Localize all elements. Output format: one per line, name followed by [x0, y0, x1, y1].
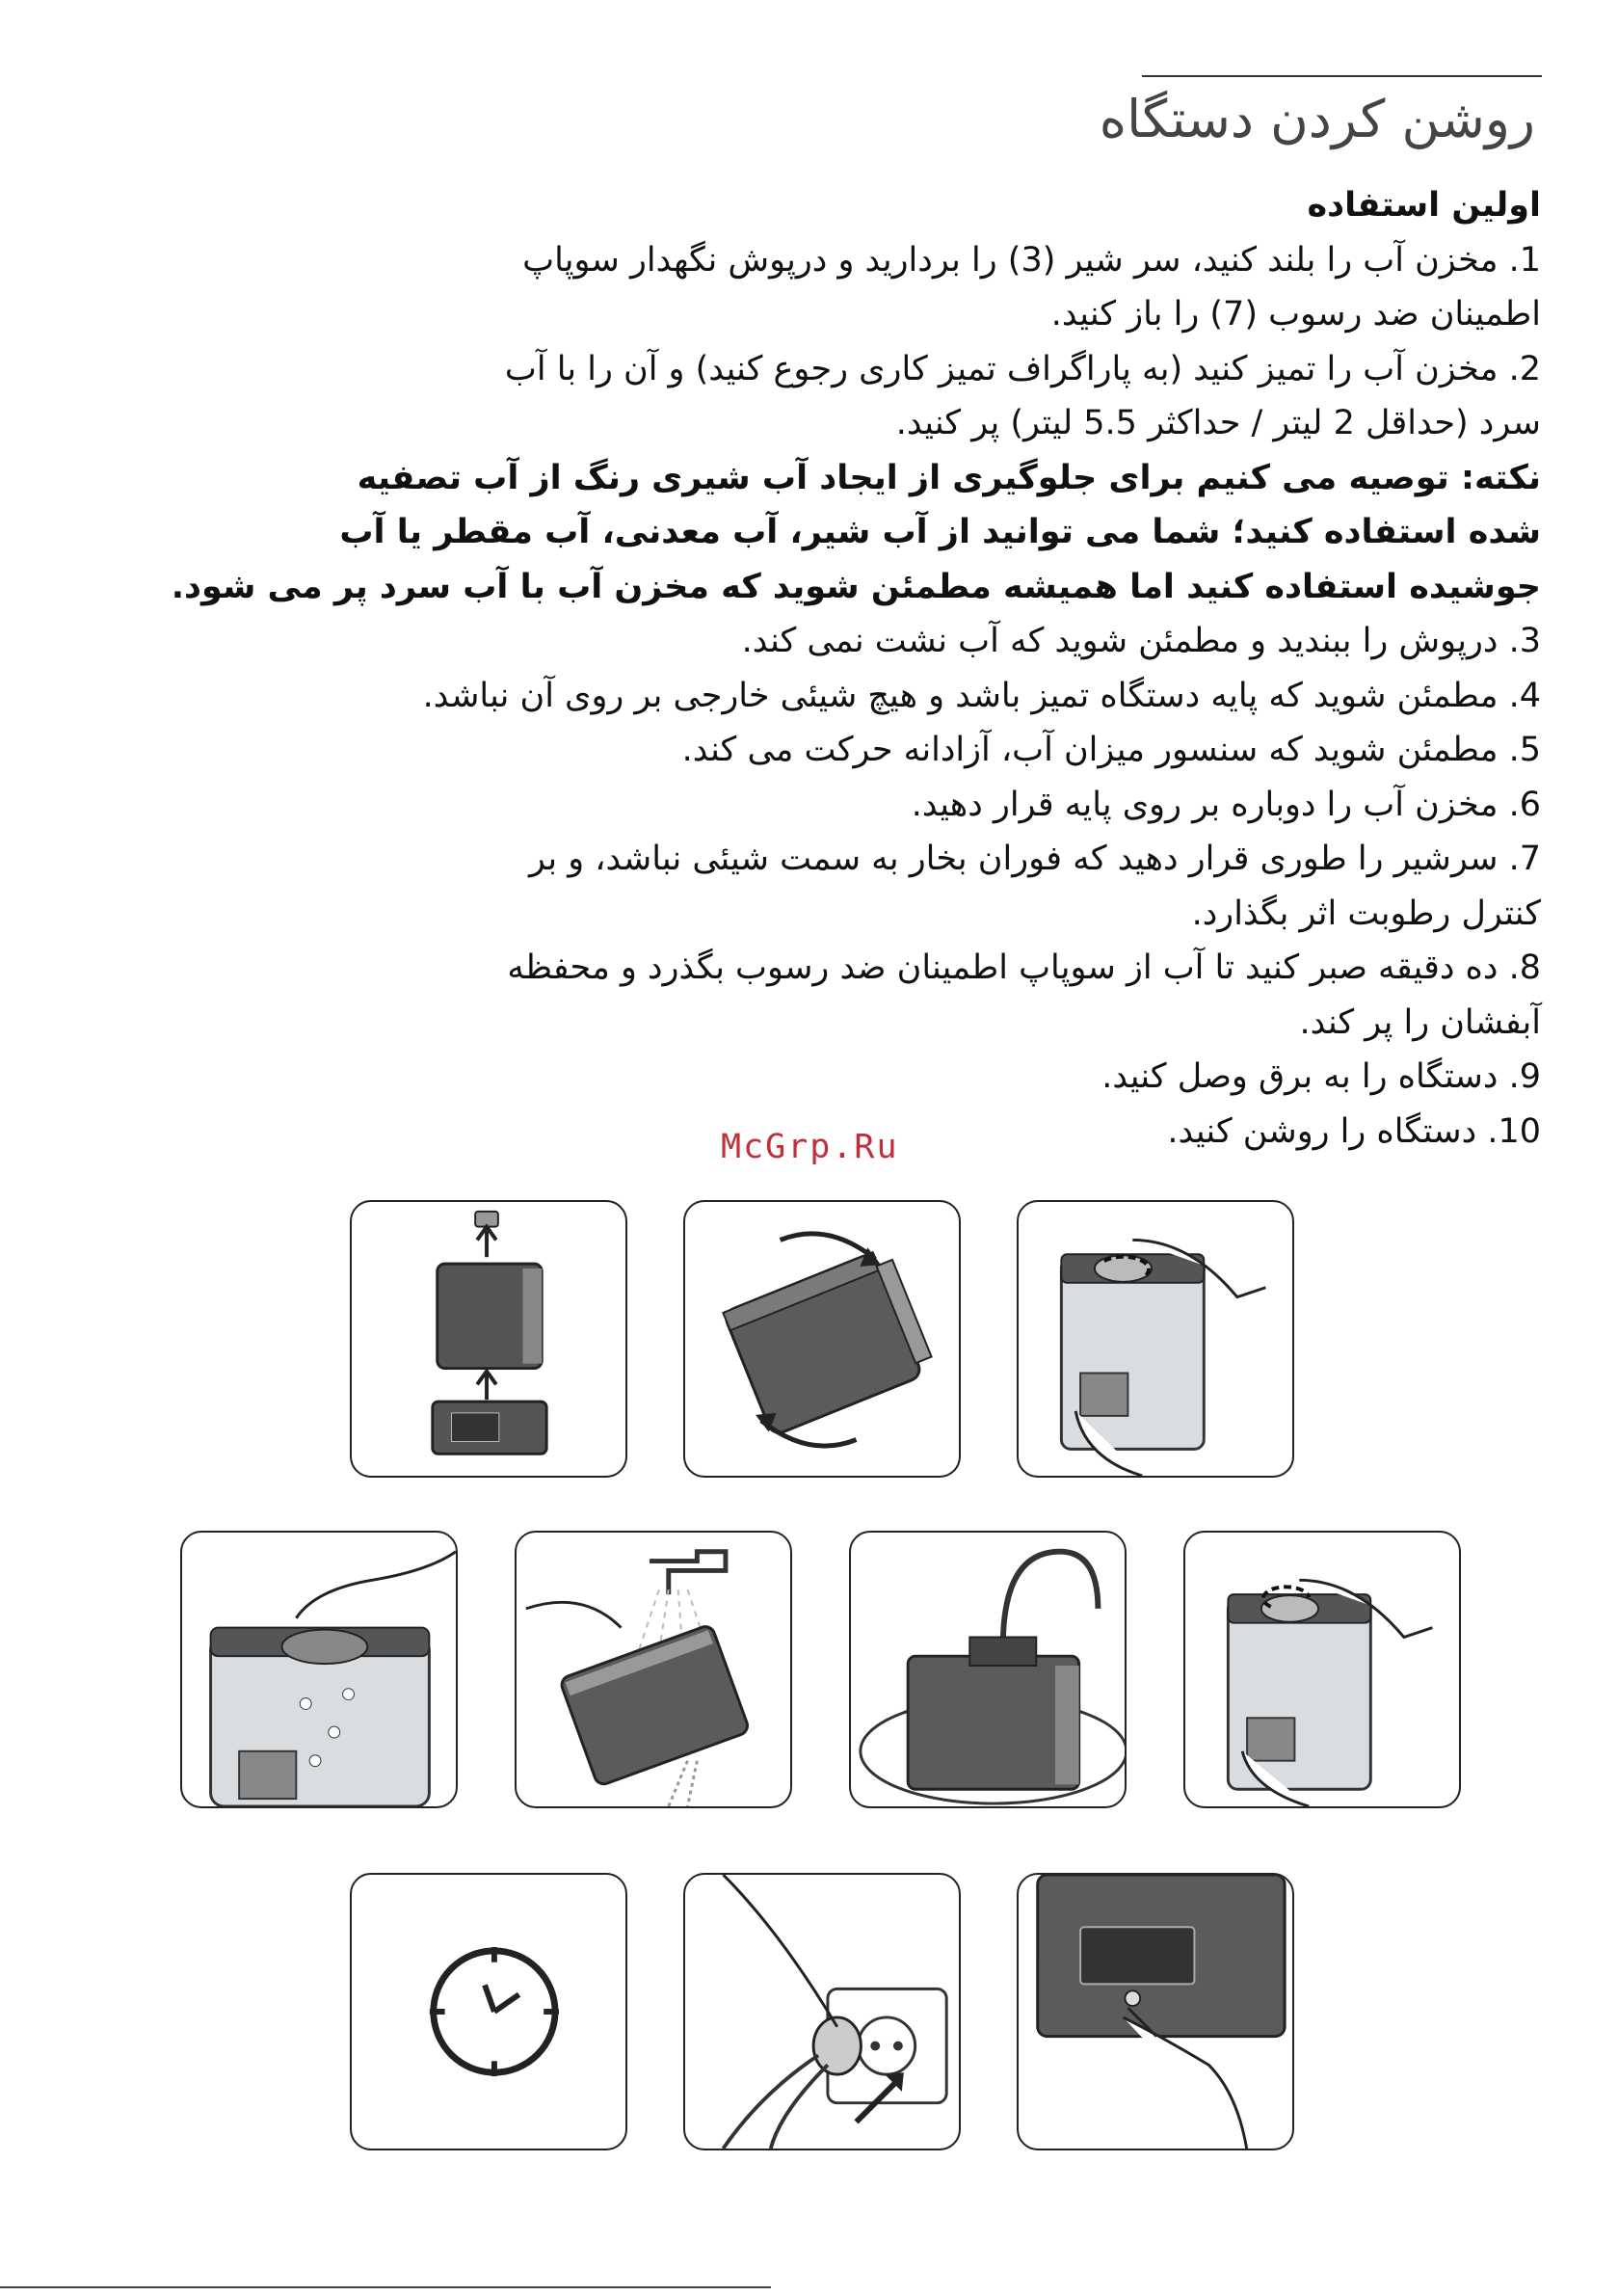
line-note-a: نکته: توصیه می کنیم برای جلوگیری از ایجاد آب شیری رنگ از آب تصفیه — [357, 458, 1541, 497]
line-step-7b: کنترل رطوبت اثر بگذارد. — [1191, 894, 1541, 933]
wait-clock-icon — [350, 1873, 627, 2150]
line-step-10: 10. دستگاه را روشن کنید. — [1167, 1111, 1541, 1151]
watermark: McGrp.Ru — [721, 1128, 899, 1166]
line-step-1b: اطمینان ضد رسوب (7) را باز کنید. — [1050, 295, 1541, 334]
clean-tank-illustration — [180, 1531, 458, 1808]
line-step-3: 3. درپوش را ببندید و مطمئن شوید که آب نشت نمی کند. — [741, 622, 1541, 660]
power-on-illustration — [1017, 1873, 1294, 2150]
instructions-text — [171, 178, 1541, 1159]
line-note-b: شده استفاده کنید؛ شما می توانید از آب شیر، آب معدنی، آب مقطر یا آب — [339, 513, 1541, 551]
plug-in-illustration — [683, 1873, 961, 2150]
line-note-c: جوشیده استفاده کنید اما همیشه مطمئن شوید که مخزن آب با آب سرد پر می شود. — [171, 567, 1541, 606]
close-cover-illustration — [1183, 1531, 1461, 1808]
line-first-use: اولین استفاده — [1307, 186, 1541, 225]
line-step-8b: آبفشان را پر کند. — [1299, 1002, 1541, 1042]
rotate-tank-illustration — [683, 1200, 961, 1478]
line-step-2b: سرد (حداقل 2 لیتر / حداکثر 5.5 لیتر) پر کنید. — [895, 404, 1541, 442]
line-step-7a: 7. سرشیر را طوری قرار دهید که فوران بخار به سمت شیئی نباشد، و بر — [529, 840, 1541, 878]
footer-rule — [0, 2286, 771, 2288]
line-step-6: 6. مخزن آب را دوباره بر روی پایه قرار دهید. — [911, 785, 1541, 824]
page-title: روشن کردن دستگاه — [1099, 89, 1535, 149]
line-step-8a: 8. ده دقیقه صبر کنید تا آب از سوپاپ اطمینان ضد رسوب بگذرد و محفظه — [507, 948, 1541, 987]
heading-rule — [1142, 75, 1542, 77]
line-step-1a: 1. مخزن آب را بلند کنید، سر شیر (3) را بردارید و درپوش نگهدار سوپاپ — [522, 240, 1541, 280]
line-step-2a: 2. مخزن آب را تمیز کنید (به پاراگراف تمیز کاری رجوع کنید) و آن را با آب — [504, 349, 1541, 388]
open-valve-cover-illustration — [1017, 1200, 1294, 1478]
line-step-9: 9. دستگاه را به برق وصل کنید. — [1101, 1057, 1541, 1096]
line-step-5: 5. مطمئن شوید که سنسور میزان آب، آزادانه حرکت می کند. — [681, 731, 1541, 769]
line-step-4: 4. مطمئن شوید که پایه دستگاه تمیز باشد و هیچ شیئی خارجی بر روی آن نباشد. — [422, 676, 1541, 715]
rinse-tank-illustration — [515, 1531, 792, 1808]
fill-tank-illustration — [849, 1531, 1127, 1808]
lift-tank-and-cap-illustration — [350, 1200, 627, 1478]
